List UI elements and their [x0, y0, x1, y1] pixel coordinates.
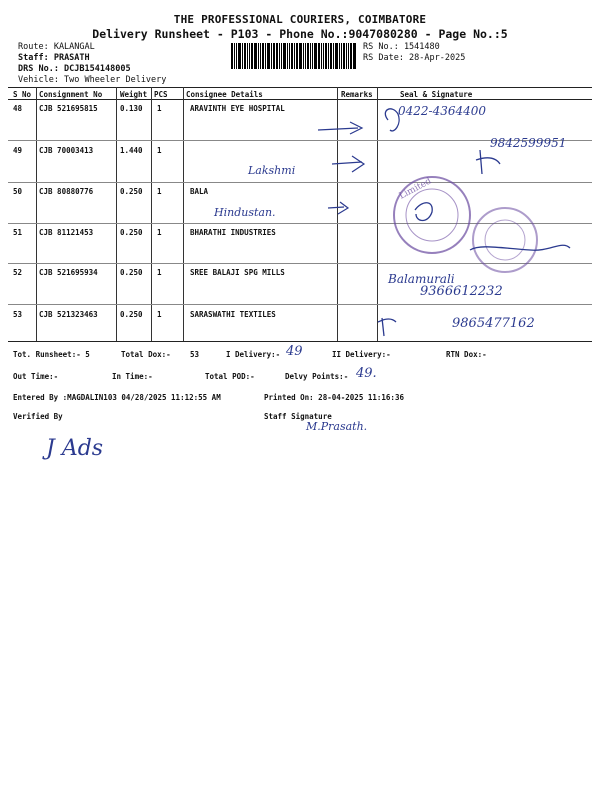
barcode-bar — [249, 43, 250, 69]
hw-balamurali: Balamurali — [388, 272, 455, 286]
hw-phone-4: 9865477162 — [452, 316, 535, 331]
barcode-bar — [254, 43, 257, 69]
barcode-bar — [341, 43, 342, 69]
barcode-bar — [258, 43, 259, 69]
barcode-bar — [307, 43, 309, 69]
total-dox-value: 53 — [190, 350, 200, 359]
table-top-rule — [8, 87, 592, 88]
hw-verified-signature: J Ads — [46, 436, 104, 461]
col-divider — [183, 87, 184, 341]
barcode-bar — [271, 43, 272, 69]
barcode-bar — [325, 43, 327, 69]
drs-number: DRS No.: DCJB154148005 — [18, 64, 131, 74]
total-pod: Total POD:- — [205, 372, 255, 381]
row-consignee: BHARATHI INDUSTRIES — [190, 228, 276, 237]
barcode-bar — [303, 43, 304, 69]
barcode-bar — [299, 43, 302, 69]
barcode-bar — [265, 43, 266, 69]
total-dox-label: Total Dox:- — [121, 350, 171, 359]
row-consignment: CJB 521695934 — [39, 268, 98, 277]
col-consignee: Consignee Details — [186, 90, 263, 99]
verified-by-label: Verified By — [13, 412, 63, 421]
row-pcs: 1 — [157, 187, 162, 196]
row-pcs: 1 — [157, 310, 162, 319]
out-time: Out Time:- — [13, 372, 59, 381]
entered-by: Entered By :MAGDALIN103 04/28/2025 11:12:55 AM — [13, 393, 221, 402]
hw-staff-signature: M.Prasath. — [306, 420, 368, 433]
barcode-bar — [262, 43, 264, 69]
in-time: In Time:- — [112, 372, 153, 381]
row-consignment: CJB 70003413 — [39, 146, 94, 155]
printed-on: Printed On: 28-04-2025 11:16:36 — [264, 393, 404, 402]
row-pcs: 1 — [157, 228, 162, 237]
barcode — [231, 43, 357, 69]
barcode-bar — [281, 43, 282, 69]
rs-date: RS Date: 28-Apr-2025 — [363, 53, 466, 63]
staff-signature-label: Staff Signature — [264, 412, 332, 421]
barcode-bar — [339, 43, 340, 69]
barcode-bar — [346, 43, 347, 69]
barcode-bar — [330, 43, 332, 69]
hw-phone-3: 9366612232 — [420, 284, 503, 299]
col-pcs: PCS — [154, 90, 168, 99]
barcode-bar — [333, 43, 334, 69]
company-title: THE PROFESSIONAL COURIERS, COIMBATORE — [173, 13, 427, 26]
tot-runsheet: Tot. Runsheet:- 5 — [13, 350, 90, 359]
barcode-bar — [247, 43, 248, 69]
col-weight: Weight — [120, 90, 148, 99]
barcode-bar — [353, 43, 356, 69]
barcode-bar — [279, 43, 280, 69]
row-weight: 1.440 — [120, 146, 143, 155]
row-weight: 0.250 — [120, 187, 143, 196]
table-bottom-rule — [8, 341, 592, 342]
row-weight: 0.250 — [120, 268, 143, 277]
row-weight: 0.250 — [120, 310, 143, 319]
barcode-bar — [321, 43, 322, 69]
row-consignee: SARASWATHI TEXTILES — [190, 310, 276, 319]
barcode-bar — [251, 43, 253, 69]
row-sno: 51 — [13, 228, 23, 237]
row-consignee: SREE BALAJI SPG MILLS — [190, 268, 285, 277]
barcode-bar — [294, 43, 295, 69]
col-divider — [151, 87, 152, 341]
rs-number: RS No.: 1541480 — [363, 42, 440, 52]
col-seal-signature: Seal & Signature — [400, 90, 473, 99]
barcode-bar — [350, 43, 352, 69]
row-consignment: CJB 521323463 — [39, 310, 98, 319]
barcode-bar — [234, 43, 235, 69]
barcode-bar — [312, 43, 313, 69]
barcode-bar — [238, 43, 241, 69]
barcode-bar — [323, 43, 324, 69]
barcode-bar — [242, 43, 243, 69]
barcode-bar — [244, 43, 246, 69]
barcode-bar — [289, 43, 290, 69]
barcode-bar — [348, 43, 349, 69]
hw-phone-2: 9842599951 — [490, 136, 567, 150]
row-consignment: CJB 81121453 — [39, 228, 94, 237]
col-consignment: Consignment No — [39, 90, 103, 99]
rtn-dox-label: RTN Dox:- — [446, 350, 487, 359]
hw-phone-1: 0422-4364400 — [398, 104, 487, 118]
row-pcs: 1 — [157, 146, 162, 155]
barcode-bar — [260, 43, 261, 69]
row-pcs: 1 — [157, 104, 162, 113]
barcode-bar — [273, 43, 275, 69]
row-consignee: ARAVINTH EYE HOSPITAL — [190, 104, 285, 113]
barcode-bar — [318, 43, 320, 69]
row-pcs: 1 — [157, 268, 162, 277]
barcode-bar — [267, 43, 270, 69]
barcode-bar — [335, 43, 338, 69]
staff-label: Staff: — [18, 53, 54, 63]
hw-delivery-points: 49. — [356, 366, 377, 381]
barcode-bar — [314, 43, 317, 69]
row-consignment: CJB 80880776 — [39, 187, 94, 196]
barcode-bar — [283, 43, 286, 69]
barcode-bar — [305, 43, 306, 69]
ii-delivery-label: II Delivery:- — [332, 350, 391, 359]
delvy-points-label: Delvy Points:- — [285, 372, 349, 381]
barcode-bar — [343, 43, 345, 69]
hw-hindustan: Hindustan. — [214, 206, 276, 219]
row-sno: 50 — [13, 187, 23, 196]
barcode-bar — [310, 43, 311, 69]
barcode-bar — [231, 43, 233, 69]
row-weight: 0.130 — [120, 104, 143, 113]
vehicle: Vehicle: Two Wheeler Delivery — [18, 75, 167, 85]
barcode-bar — [328, 43, 329, 69]
staff-name: PRASATH — [53, 53, 90, 63]
staff — [18, 53, 90, 63]
row-consignee: BALA — [190, 187, 209, 196]
arrow-icon — [318, 122, 364, 214]
hw-delivery-count: 49 — [286, 344, 303, 359]
col-sno: S No — [13, 90, 32, 99]
row-sno: 48 — [13, 104, 23, 113]
runsheet-subtitle: Delivery Runsheet - P103 - Phone No.:9047080280 - Page No.:5 — [92, 27, 508, 41]
row-sno: 52 — [13, 268, 23, 277]
row-weight: 0.250 — [120, 228, 143, 237]
col-divider — [116, 87, 117, 341]
hw-lakshmi: Lakshmi — [248, 164, 296, 177]
row-consignment: CJB 521695815 — [39, 104, 98, 113]
stamp-text: Limited — [397, 176, 434, 202]
barcode-bar — [236, 43, 237, 69]
barcode-bar — [276, 43, 278, 69]
col-divider — [36, 87, 37, 341]
barcode-bar — [287, 43, 288, 69]
row-sno: 53 — [13, 310, 23, 319]
i-delivery-label: I Delivery:- — [226, 350, 281, 359]
barcode-bar — [296, 43, 298, 69]
route: Route: KALANGAL — [18, 42, 95, 52]
col-remarks: Remarks — [341, 90, 373, 99]
barcode-bar — [291, 43, 293, 69]
row-sno: 49 — [13, 146, 23, 155]
